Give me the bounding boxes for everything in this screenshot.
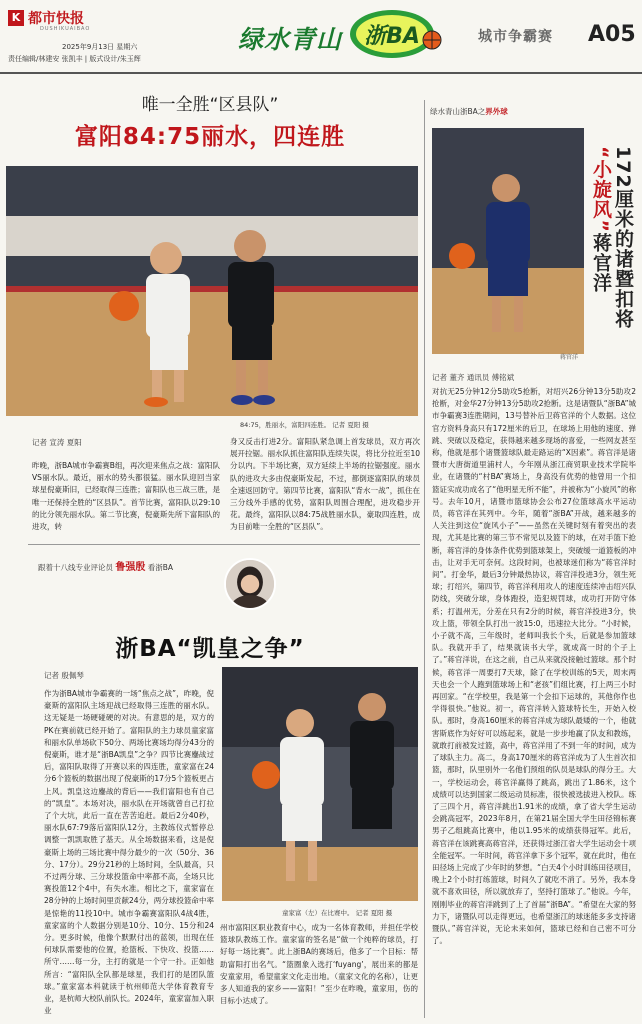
game-photo-1 (6, 166, 418, 416)
player-photo (432, 128, 584, 354)
article2-byline: 记者 殷佩琴 (44, 671, 84, 680)
divider (424, 100, 425, 1018)
article2-headline: 浙BA“凯皇之争” (115, 636, 305, 662)
column-author: 鲁强殷 (115, 562, 146, 573)
author-avatar (224, 558, 276, 610)
masthead (0, 0, 642, 74)
photo-caption: 84:75，胜丽水，富阳四连胜。 记者 夏阳 摄 (240, 421, 369, 429)
article3-tag (430, 106, 508, 117)
article3-title-name: 蒋官洋 (590, 232, 612, 293)
article1-kicker: 唯一全胜“区县队” (141, 95, 279, 115)
credits: 责任编辑/林建安 张凯丰 | 版式设计/朱玉辉 (8, 55, 141, 63)
article3-body: 对抗无25分钟12分5助攻5抢断，对绍兴26分钟13分5助攻2抢断，对金华27分钟13分5助攻2抢断。这是诸暨队“浙BA”城市争霸赛3连胜期间，13号替补后卫蒋官洋的个人数据。这位官方资料身高只有172厘米的后卫，在球场上用他的速度、弹跳、突破以及稳定，获得越来越多现场的喜爱，一些网友甚至称，他就是那个诸暨篮球队最走路运的“X因素”。蒋官洋是诸暨市大唐街道里浦村人，今年刚从浙江商贸职业技术学院毕业，在诸暨的“村BA”赛场上，身高没有优势的他曾用一个扣篮证实成功成名了“他明星无所不能”，并被称为“小旋风”的称号。去年10月，诸暨市篮球协会公布27位篮球高水平运动员，蒋官洋在其列中。今年，随着“浙BA”开战，越来越多的人关注到这位“旋风小子”——虽然在关键时刻有着突出的表现，尤其是比赛的第三节不常见以及篮下的球，在对手篮下抢断，蒋官洋的身体条件优势到篮球架上，突破缓一道篮板的冲击，让对手无可奈何。这段时间，也被球迷们称为“蒋官洋时间”。打金华，最后3分钟最热协议，蒋官洋投进3分，领生死球；打绍兴，第四节，蒋官洋利用攻人的速度连续冲击绍兴队防线，突破分球，身体跑投，造犯规罚球，成功打开防守体系；打温州无，分差在只有2分的时候，蒋官洋投进3分，快攻上篮，带领全队打出一波15:0，迅速拉大比分。“小时候，小子就不高，三年级时，老师叫我长个头，后就是参加篮球队。我就开手了，结果就读书大学，就成高一时的个子上了。”蒋官洋说，在这之前，自己从来就没接触过篮球。那个时候，蒋官洋一周要打7天球，除了在学校训练的5天，周末两天也会一个人跑到篮球场上和“老孩”们组比赛，打上两三小时再回家。“在学校里，我是第一个会扣下运球的，其他你作也学得很快。”他说。初一，蒋官洋转入篮球特长生，开始入校队。那时，身高160厘米的蒋官洋成为球队最矮的一个，他就害斯底作为好好可以练起来，就是一步步地赢了队友和教练，就敢打前被发过篮，高中，蒋官洋用了不到一年的时间，成为了球队主力。高二，身高170厘米的蒋官洋成为了人生首次扣篮，那时，队里别外一名他们预组的队员是球队的得分王。大一，学校运动会，蒋官洋赢得了跳高，跳出了1.86米，这个成绩可以达到国家二级运动员标准，很快被选拔进入校队。练了三四个月，蒋官洋跳出1.91米的成绩，拿了省大学生运动会跳高冠军，2023年8月，在第21届全国大学生田径锦标赛男子乙组跳高比赛中，他以1.95米的成绩获得冠军。此后，蒋官洋在该跳赛高蒋官洋，还获得过浙江省大学生运动会十项全能冠军。一年时间，蒋官洋拿下多个冠军，就在此时，他在田径场上完成了少年时的梦想。“白天4个小时训练田径项目，晚上2个小时打练篮球，时间久了就吃不消了。另外，我本身就不喜欢田径，所以就放弃了，坚持打篮球了。”他说。今年，刚刚毕业的蒋官洋跳到了上了首届“浙BA”。“希望在大家的努力下，诸暨队可以走得更远，也希望浙江的球迷能多多支持诸暨队。”蒋官洋说，无论未来如何，篮球已经和自己密不可分了。 (432, 387, 636, 946)
article1-byline: 记者 宣涛 夏阳 (32, 438, 82, 447)
article3-title-quote: “小旋风” (590, 146, 612, 233)
brand (8, 8, 84, 28)
banner-title: 绿水青山 (238, 25, 343, 54)
article2-body-col2: 州市富阳区职业教育中心，成为一名体育教师，并担任学校篮球队教练工作。童家富的签名是“做一个纯粹的球员，打好每一场比赛”。此上浙BA的赛场后，他多了一个目标：帮助富阳打出名气。“篮圈象入选打‘fuyang’，展出来的都是安童家用，希望童家文化走出地。（童家文化的名称），让更多人知道我的家乡——富阳！”至少在昨晚，童家用，伤的目标小达成了。 (220, 923, 418, 1006)
column-header (38, 558, 173, 573)
dateline: 2025年9月13日 星期六 (62, 43, 138, 51)
photo-caption: 蒋官洋 (560, 354, 579, 361)
article1-body-col1: 昨晚，浙BA城市争霸赛B组，再次迎来焦点之战：富阳队VS丽水队。最近，丽水的势头都很猛。丽水队迎回当家球星倪豪斯旧，已经取得三连胜；富阳队也三战三胜，是唯一还保持全胜的“区县队”。首节比赛，富阳队以29:10的比分领先丽水队。第二节比赛，倪豪斯先所下富阳队的进攻，转 (32, 461, 220, 532)
article1-body-col2: 身又反击打进2分。富阳队紧急调上首发球员，双方再次展开拉锯。丽水队抓住富阳队连续失误，将比分拉近至10分以内。下半场比赛，双方延续上半场的拉锯强度。丽水队的进攻大多由倪豪斯发起，不过，都倒逐富阳队的球员全速返回防守。第四节比赛，富阳队“背水一战”，抓住在三分线外手感的优势，富阳队周围合理配，进攻稳步开花。最终，富阳队以84:75战胜丽水队，豪取四连胜，成为目前唯一全胜的“区县队”。 (230, 437, 420, 532)
article3-tag-name: 界外球 (485, 107, 508, 116)
game-photo-2 (222, 667, 418, 901)
page-number: A05 (588, 22, 636, 47)
brand-name: 都市快报 (28, 11, 84, 27)
column-intro: 跟着十八线专业评论员 (38, 563, 113, 572)
logo-text: 浙BA (364, 24, 420, 49)
brand-logo-icon: K (8, 10, 24, 26)
article3-tag-prefix: 绿水青山浙BA之 (430, 107, 486, 116)
column-suffix: 看浙BA (147, 563, 174, 572)
brand-sub: DUSHIKUAIBAO (40, 26, 91, 32)
divider (0, 72, 642, 74)
article3-byline: 记者 董齐 通讯员 傅铭斌 (432, 373, 515, 382)
divider (28, 544, 420, 545)
article2-body-col1: 作为浙BA城市争霸赛的一场“焦点之战”，昨晚，倪豪斯的富阳队主场迎战已经取得三连胜的丽水队。这无疑是一场硬碰硬的对决。有意思的是，双方的PK在赛前就已经开始了。富阳队的主力球员童家富和丽水队单场砍下50分、两场比赛场均得分43分的倪豪斯，谁才是“浙BA凯皇”之争？四节比赛鏖战过后，富阳队取得了开赛以来的四连胜，童家富在24分6个篮板的数据出现了倪豪斯的17分5个篮板更占上风。凯皇这边鏖战的背后——我们富阳也有自己的“凯皇”。本场对决，丽水队在开场就曾自己打拉了个大坑，此后一直在苦苦追赶。最后2分40秒，丽水队67:79落后富阳队12分，主教练仪式暂停总调整一凯凯取胜了基天。从全场数据来看，这是倪豪斯上场的三场比赛中得分最少的一次（50分、36分、17分）。29分21秒的上场时间，全队最高，只不过两分球、三分球投篮命中率都不高，全场只比赛投篮12个4中，有失水准。相比之下，童家富在28分钟的上场时间里贡献24分，两分球投篮命中率是惊艳的11投10中。城市争霸赛富阳队4战4胜，童家富的个人数据分别是10分、10分、15分和24分。更多时候，他像个默默付出的蓝领，出现在任何球队需要他的位置，抢篮板、下快攻、投篮……所守……每一分，主打的就是一个守一扑。正如他所言：“富阳队全队都是球星，我们打的是团队篮球。”童家富本科就读于杭州师范大学体育教育专业，是杭师大校队前队长。2024年，童家富加入职业 (44, 689, 214, 1016)
article3-title-line1: 172厘米的诸暨扣将 (612, 146, 634, 329)
section-name: 城市争霸赛 (478, 29, 553, 45)
article1-headline: 富阳84:75丽水，四连胜 (74, 124, 346, 150)
photo-caption: 童家富（左）在比赛中。 记者 夏阳 摄 (282, 909, 393, 917)
zheba-logo-icon (348, 4, 444, 60)
article3-title (590, 146, 634, 329)
